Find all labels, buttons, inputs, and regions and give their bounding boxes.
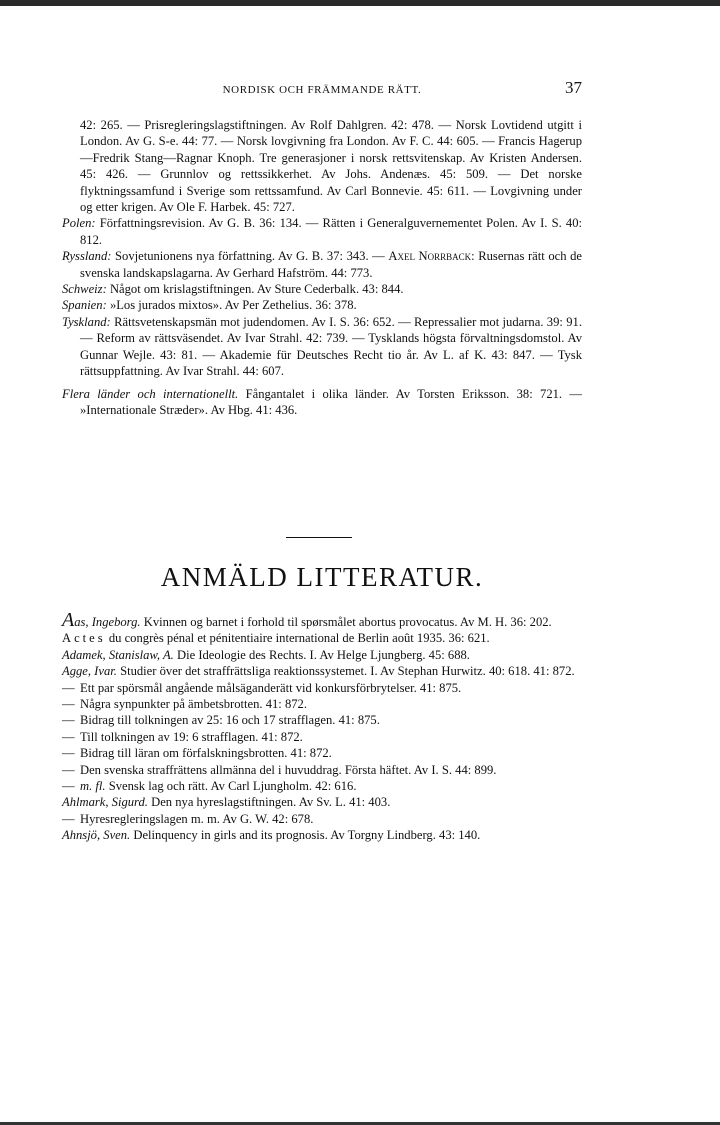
section-divider xyxy=(286,537,352,538)
author-name: Ahnsjö, Sven. xyxy=(62,828,131,843)
lit-subentry xyxy=(62,729,582,745)
entry-text: Svensk lag och rätt. Av Carl Ljungholm. 42: 616. xyxy=(108,779,357,794)
lit-entry-aas xyxy=(62,609,582,631)
entry-text: »Los jurados mixtos». Av Per Zethelius. 36: 378. xyxy=(109,298,357,313)
entry-text: Sovjetunionens nya författning. Av G. B. 37: 343. — xyxy=(115,249,385,264)
lit-subentry xyxy=(62,745,582,761)
entry-text: Den svenska straffrättens allmänna del i huvuddrag. Första häftet. Av I. S. 44: 899. xyxy=(80,762,497,777)
lit-entry-adamek xyxy=(62,647,582,663)
author-name: Adamek, Stanislaw, A. xyxy=(62,647,174,662)
lit-subentry xyxy=(62,696,582,712)
dash-mark: — xyxy=(62,779,75,794)
spaced-title: Actes xyxy=(62,631,106,646)
entry-text: du congrès pénal et pénitentiaire international de Berlin août 1935. 36: 621. xyxy=(108,631,490,646)
entry-text: Den nya hyreslagstiftningen. Av Sv. L. 41: 403. xyxy=(151,795,391,810)
dash-mark: — xyxy=(62,746,75,761)
section-title: ANMÄLD LITTERATUR. xyxy=(160,562,484,592)
dash-mark: — xyxy=(62,713,75,728)
lit-entry-ahlmark xyxy=(62,794,582,810)
norway-continuation: 42: 265. — Prisregleringslagstiftningen. Av Rolf Dahlgren. 42: 478. — Norsk Lovtidend utgitt i London. Av G. S-e. 44: 77. — Norsk lovgivning fra London. Av F. C. 44: 605. — Francis Hagerup—Fredrik Stang—Ragnar Knoph. Tre generasjoner i norsk rettsvitenskap. Av Kristen Andersen. 45: 426. — Grunnlov og rettssikkerhet. Av Johs. Andenæs. 45: 509. — Det norske flyktningssamfund i Sverige som rettssamfund. Av Carl Bonnevie. 45: 611. — Lovgivning under og etter krigen. Av Ole F. Harbek. 45: 727. xyxy=(80,118,582,215)
drop-initial: A xyxy=(62,609,75,631)
entry-flera-lander xyxy=(62,386,582,419)
entry-text: Delinquency in girls and its prognosis. Av Torgny Lindberg. 43: 140. xyxy=(133,828,481,843)
author-name: Ahlmark, Sigurd. xyxy=(62,795,148,810)
lit-entry-actes xyxy=(62,630,582,646)
entry-text: Författningsrevision. Av G. B. 36: 134. — Rätten i Generalguvernementet Polen. Av I. S. 40: 812. xyxy=(80,216,583,247)
entry-spanien xyxy=(62,297,582,313)
entry-schweiz xyxy=(62,281,582,297)
country-label: Schweiz: xyxy=(62,282,107,297)
entry-text: Några synpunkter på ämbetsbrotten. 41: 872. xyxy=(80,697,307,712)
dash-mark: — xyxy=(62,697,75,712)
entry-text: Rusernas rätt och de svenska landskapslagarna. Av Gerhard Hafström. 44: 773. xyxy=(80,249,582,280)
author-name: as, Ingeborg. xyxy=(74,615,141,629)
dash-mark: — xyxy=(62,729,75,744)
dash-mark: — xyxy=(62,680,75,695)
country-label: Flera länder och internationellt. xyxy=(62,386,239,401)
running-title: NORDISK OCH FRÄMMANDE RÄTT. xyxy=(222,84,422,96)
entry-text: Rättsvetenskapsmän mot judendomen. Av I. S. 36: 652. — Repressalier mot judarna. 39: 91. — Reform av rättsväsendet. Av Ivar Strahl. 42: 739. — Tysklands högsta förvaltningsdomstol. Av Gunnar Wejle. 43: 81. — Akademie für Deutsches Recht tio år. Av L. af K. 43: 847. — Tysk rättsuppfattning. Av Ivar Strahl. 44: 607. xyxy=(80,314,582,379)
entry-text: Die Ideologie des Rechts. I. Av Helge Ljungberg. 45: 688. xyxy=(176,647,470,662)
entry-ryssland xyxy=(62,248,582,281)
italic-phrase: m. fl. xyxy=(80,779,106,794)
entry-text: Till tolkningen av 19: 6 strafflagen. 41: 872. xyxy=(80,729,303,744)
page-number: 37 xyxy=(565,78,582,97)
dash-mark: — xyxy=(62,811,75,826)
lit-subentry xyxy=(62,811,582,827)
country-label: Polen: xyxy=(62,216,96,231)
entry-text: Studier över det straffrättsliga reaktionssystemet. I. Av Stephan Hurwitz. 40: 618. 41: 872. xyxy=(120,664,575,679)
entry-polen xyxy=(62,215,582,248)
entry-text: Bidrag till läran om förfalskningsbrotten. 41: 872. xyxy=(80,746,332,761)
entry-tyskland xyxy=(62,314,582,380)
entry-text: Något om krislagstiftningen. Av Sture Cederbalk. 43: 844. xyxy=(109,282,404,297)
country-label: Ryssland: xyxy=(62,249,112,264)
entry-text: Bidrag till tolkningen av 25: 16 och 17 strafflagen. 41: 875. xyxy=(80,713,380,728)
lit-entry-agge xyxy=(62,663,582,679)
lit-subentry xyxy=(62,680,582,696)
author-name: Agge, Ivar. xyxy=(62,664,117,679)
dash-mark: — xyxy=(62,762,75,777)
author-smallcaps: Axel Norrback: xyxy=(388,249,475,264)
entry-text: Fångantalet i olika länder. Av Torsten Eriksson. 38: 721. — »Internationale Stræder». Av Hbg. 41: 436. xyxy=(80,386,582,417)
country-label: Tyskland: xyxy=(62,314,111,329)
lit-subentry xyxy=(62,712,582,728)
entry-text: Kvinnen og barnet i forhold til spørsmålet abortus provocatus. Av M. H. 36: 202. xyxy=(143,615,552,629)
page-header xyxy=(62,78,582,102)
entry-text: Ett par spörsmål angående målsäganderätt vid konkursförbrytelser. 41: 875. xyxy=(80,680,462,695)
literature-list xyxy=(62,609,582,844)
lit-subentry xyxy=(62,778,582,794)
entry-text: Hyresregleringslagen m. m. Av G. W. 42: 678. xyxy=(80,811,314,826)
top-edge-rule xyxy=(0,0,720,6)
country-label: Spanien: xyxy=(62,298,107,313)
lit-subentry xyxy=(62,762,582,778)
lit-entry-ahnsjo xyxy=(62,827,582,843)
norway-entries xyxy=(62,117,582,418)
